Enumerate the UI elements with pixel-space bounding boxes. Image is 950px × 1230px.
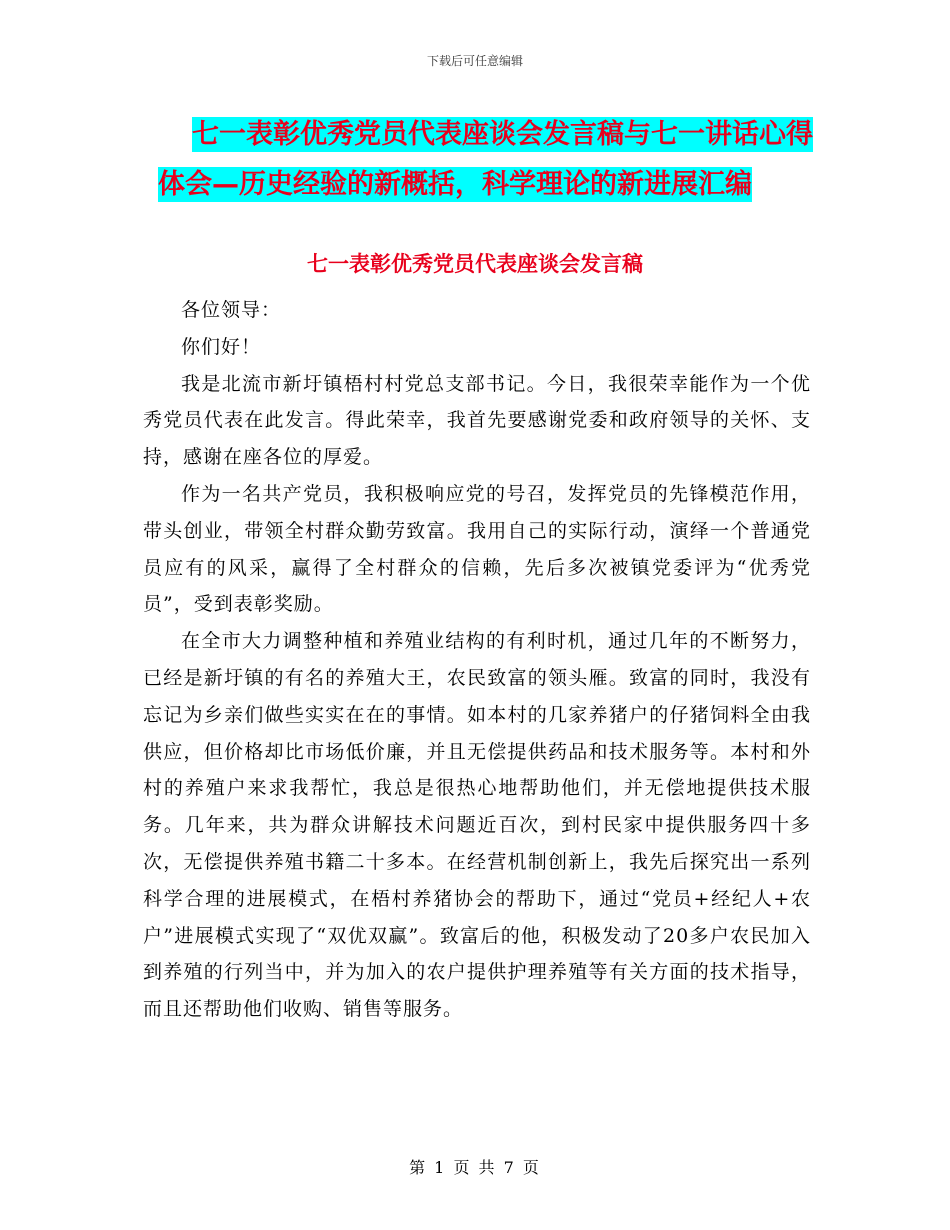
greeting: 你们好！ xyxy=(181,335,262,358)
body-text xyxy=(143,292,811,1028)
title-highlight-2: 体会—历史经验的新概括，科学理论的新进展汇编 xyxy=(158,169,752,200)
salutation: 各位领导： xyxy=(181,299,282,321)
title-highlight-1: 七一表彰优秀党员代表座谈会发言稿与七一讲话心得 xyxy=(192,119,813,150)
document-title xyxy=(150,110,830,210)
page-footer: 第 1 页 共 7 页 xyxy=(409,1158,541,1177)
section-title: 七一表彰优秀党员代表座谈会发言稿 xyxy=(307,252,643,276)
document-title-line-2 xyxy=(150,160,830,210)
document-title-line-1 xyxy=(150,110,830,160)
paragraph: 我是北流市新圩镇梧村村党总支部书记。今日，我很荣幸能作为一个优秀党员代表在此发言。得此荣幸，我首先要感谢党委和政府领导的关怀、支持，感谢在座各位的厚爱。 xyxy=(143,372,811,469)
paragraph: 在全市大力调整种植和养殖业结构的有利时机，通过几年的不断努力，已经是新圩镇的有名的养殖大王，农民致富的领头雁。致富的同时，我没有忘记为乡亲们做些实实在在的事情。如本村的几家养猪户的仔猪饲料全由我供应，但价格却比市场低价廉，并且无偿提供药品和技术服务等。本村和外村的养殖户来求我帮忙，我总是很热心地帮助他们，并无偿地提供技术服务。几年来，共为群众讲解技术问题近百次，到村民家中提供服务四十多次，无偿提供养殖书籍二十多本。在经营机制创新上，我先后探究出一系列科学合理的进展模式，在梧村养猪协会的帮助下，通过“党员+经纪人+农户”进展模式实现了“双优双赢”。致富后的他，积极发动了20多户农民加入到养殖的行列当中，并为加入的农户提供护理养殖等有关方面的技术指导，而且还帮助他们收购、销售等服务。 xyxy=(143,630,811,1021)
header-note: 下载后可任意编辑 xyxy=(426,54,523,68)
paragraph: 作为一名共产党员，我积极响应党的号召，发挥党员的先锋模范作用，带头创业，带领全村群众勤劳致富。我用自己的实际行动，演绎一个普通党员应有的风采，赢得了全村群众的信赖，先后多次被镇党委评为“优秀党员”，受到表彰奖励。 xyxy=(143,482,811,616)
